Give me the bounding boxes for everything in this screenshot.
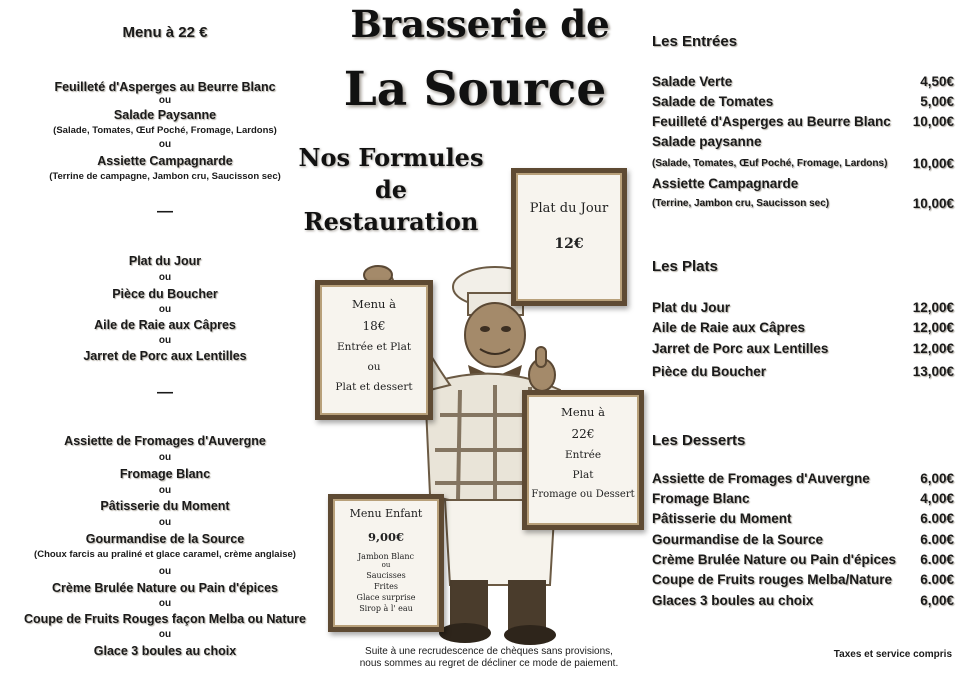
section-title-desserts: Les Desserts	[652, 432, 746, 449]
notice-line: Suite à une recrudescence de chèques sans provisions,	[365, 646, 613, 657]
menu-item: Feuilleté d'Asperges au Beurre Blanc	[54, 80, 276, 94]
board-menu-enfant	[328, 494, 444, 632]
item-name: Coupe de Fruits rouges Melba/Nature	[652, 572, 893, 587]
price-row	[652, 364, 954, 379]
menu-item: Gourmandise de la Source	[85, 532, 245, 546]
item-name: Pièce du Boucher	[652, 364, 767, 379]
or-separator: ou	[158, 566, 172, 577]
menu-item: Plat du Jour	[128, 254, 202, 268]
menu-item: Coupe de Fruits Rouges façon Melba ou Nature	[24, 612, 306, 626]
item-name: Salade de Tomates	[652, 94, 774, 109]
item-detail: (Terrine, Jambon cru, Saucisson sec)	[652, 198, 830, 209]
item-name: Fromage Blanc	[652, 491, 750, 506]
menu-item: Aile de Raie aux Câpres	[94, 318, 236, 332]
menu-item-detail: (Terrine de campagne, Jambon cru, Saucisson sec)	[49, 171, 281, 182]
board-price: 9,00€	[367, 530, 404, 544]
board-line: Sirop à l' eau	[359, 604, 413, 613]
item-detail: (Salade, Tomates, Œuf Poché, Fromage, Lardons)	[652, 158, 888, 169]
board-line: Jambon Blanc	[357, 552, 415, 561]
section-divider: —	[157, 384, 173, 401]
price-row	[652, 341, 954, 356]
price-row	[652, 491, 954, 506]
price-row	[652, 74, 954, 89]
price-row	[652, 176, 954, 191]
item-name: Feuilleté d'Asperges au Beurre Blanc	[652, 114, 891, 129]
item-price: 12,00€	[912, 320, 954, 335]
or-separator: ou	[158, 272, 172, 283]
or-separator: ou	[158, 629, 172, 640]
item-name: Plat du Jour	[652, 300, 731, 315]
board-line: Menu à	[561, 405, 605, 419]
item-price: 4,00€	[920, 491, 954, 506]
price-row	[652, 593, 954, 608]
item-price: 4,50€	[920, 74, 954, 89]
menu-item: Glace 3 boules au choix	[93, 644, 237, 658]
item-price: 6.00€	[920, 552, 954, 567]
item-price: 6.00€	[920, 572, 954, 587]
or-separator: ou	[158, 304, 172, 315]
price-row	[652, 471, 954, 486]
formules-heading	[296, 142, 486, 238]
menu-item-detail: (Choux farcis au praliné et glace caramel, crème anglaise)	[34, 549, 296, 560]
item-name: Assiette Campagnarde	[652, 176, 799, 191]
menu-item-detail: (Salade, Tomates, Œuf Poché, Fromage, Lardons)	[53, 125, 277, 136]
item-price: 13,00€	[912, 364, 954, 379]
section-title-entrees: Les Entrées	[652, 33, 738, 50]
menu-item: Pièce du Boucher	[112, 287, 218, 301]
board-price: 18€	[362, 319, 386, 333]
or-separator: ou	[158, 95, 172, 106]
or-separator: ou	[158, 452, 172, 463]
board-line: Plat	[572, 469, 594, 481]
item-price: 12,00€	[912, 300, 954, 315]
or-separator: ou	[158, 517, 172, 528]
board-line: Saucisses	[366, 571, 406, 580]
menu-item: Pâtisserie du Moment	[100, 499, 230, 513]
section-divider: —	[157, 203, 173, 220]
price-row	[652, 552, 954, 567]
board-line: Entrée	[564, 449, 602, 461]
board-line: Entrée et Plat	[336, 341, 412, 353]
board-line: Plat et dessert	[335, 381, 413, 393]
board-menu-18	[315, 280, 433, 420]
price-row	[652, 134, 954, 149]
item-price: 12,00€	[912, 341, 954, 356]
or-separator: ou	[158, 335, 172, 346]
menu-item: Crème Brulée Nature ou Pain d'épices	[52, 581, 278, 595]
formules-line: de	[374, 175, 408, 204]
item-name: Crème Brulée Nature ou Pain d'épices	[652, 552, 897, 567]
board-price: 12€	[554, 236, 584, 252]
item-price: 10,00€	[912, 156, 954, 171]
item-name: Aile de Raie aux Câpres	[652, 320, 806, 335]
price-row	[652, 532, 954, 547]
menu-22-title: Menu à 22 €	[122, 24, 208, 41]
notice-line: nous sommes au regret de décliner ce mode de paiement.	[359, 658, 619, 669]
item-name: Salade Verte	[652, 74, 733, 89]
price-row	[652, 158, 954, 169]
board-menu-22	[522, 390, 644, 530]
board-line: Fromage ou Dessert	[531, 489, 635, 500]
menu-item: Assiette Campagnarde	[97, 154, 233, 168]
item-price: 10,00€	[912, 196, 954, 211]
brasserie-title-line2: La Source	[343, 62, 607, 117]
item-price: 10,00€	[912, 114, 954, 129]
price-row	[652, 198, 954, 209]
item-price: 6.00€	[920, 511, 954, 526]
board-line: Menu à	[352, 297, 396, 311]
item-name: Glaces 3 boules au choix	[652, 593, 814, 608]
menu-item: Fromage Blanc	[119, 467, 211, 481]
board-title: Menu Enfant	[349, 507, 423, 520]
item-price: 5,00€	[920, 94, 954, 109]
payment-notice	[318, 646, 660, 670]
section-title-plats: Les Plats	[652, 258, 718, 275]
price-row	[652, 511, 954, 526]
formules-line: Restauration	[303, 207, 479, 236]
board-price: 22€	[571, 427, 595, 441]
item-price: 6.00€	[920, 532, 954, 547]
item-name: Pâtisserie du Moment	[652, 511, 792, 526]
board-plat-du-jour	[511, 168, 627, 306]
item-name: Salade paysanne	[652, 134, 762, 149]
board-line: ou	[367, 361, 381, 373]
menu-item: Jarret de Porc aux Lentilles	[83, 349, 247, 363]
brasserie-title-line1: Brasserie de	[350, 2, 610, 46]
item-price: 6,00€	[920, 593, 954, 608]
price-row	[652, 114, 954, 129]
item-name: Jarret de Porc aux Lentilles	[652, 341, 829, 356]
menu-item: Assiette de Fromages d'Auvergne	[64, 434, 266, 448]
item-name: Gourmandise de la Source	[652, 532, 824, 547]
price-row	[652, 320, 954, 335]
price-row	[652, 300, 954, 315]
board-line: Frites	[374, 582, 398, 591]
or-separator: ou	[158, 139, 172, 150]
item-name: Assiette de Fromages d'Auvergne	[652, 471, 870, 486]
formules-line: Nos Formules	[298, 143, 484, 172]
board-title: Plat du Jour	[529, 201, 609, 216]
board-line: ou	[381, 561, 391, 569]
or-separator: ou	[158, 485, 172, 496]
board-line: Glace surprise	[356, 593, 416, 602]
price-row	[652, 572, 954, 587]
price-row	[652, 94, 954, 109]
taxes-note: Taxes et service compris	[833, 649, 952, 660]
or-separator: ou	[158, 598, 172, 609]
item-price: 6,00€	[920, 471, 954, 486]
menu-item: Salade Paysanne	[113, 108, 217, 122]
